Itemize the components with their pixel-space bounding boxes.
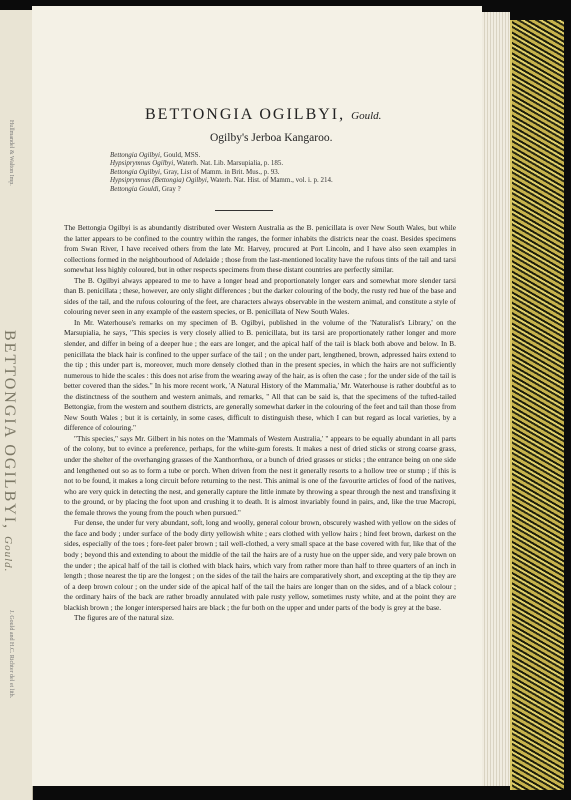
synonymy-list xyxy=(110,151,333,193)
section-divider xyxy=(215,210,273,211)
page-subtitle: Ogilby's Jerboa Kangaroo. xyxy=(210,132,333,144)
marbled-edge xyxy=(510,20,564,790)
spine-title xyxy=(0,330,18,572)
paragraph: The figures are of the natural size. xyxy=(74,613,174,623)
title-author: Gould. xyxy=(351,110,382,122)
paragraph: "This species," says Mr. Gilbert in his notes on the 'Mammals of Western Australia,' " appears to be equally abundant in all parts of the colony, but to evince a preference, perhaps, for the white-gum forests. It makes a nest of dried sticks or strong coarse grass, under the shelter of the overhanging grasses of the Xanthorrhœa, or a bunch of dried grasses or sticks ; the entrance being on one side and lengthened out so as to form a tube or porch. When driven from the nest it generally resorts to a hollow tree or stump ; if this is not to be found, it makes a long circuit before returning to the nest. This animal is one of the favourite articles of food of the natives, who are very quick in detecting the nest, and generally capture the little inmate by throwing a spear through the nest and transfixing it to the ground, or by placing the foot upon and crushing it to death. It is almost invariably found in pairs, and, like the true Macropi, the female throws the young from the pouch when pursued." xyxy=(64,433,456,517)
spine-author: Gould. xyxy=(2,536,14,573)
paragraph: Fur dense, the under fur very abundant, soft, long and woolly, general colour brown, obscurely washed with yellow on the sides of the face and body ; under surface of the body dirty yellowish white ; ears clothed with yellow hairs ; hind feet brown, darkest on the sides, especially of the toes ; fore-feet paler brown ; tail well-clothed, a very small space at the base covered with fur, like that of the body ; beyond this and extending to about the middle of the tail the hairs are of a rusty hue on the upper side, and very pale brown on the under ; the apical half of the tail is clothed with black hairs, which vary from rather more than half to three quarters of an inch in length ; those nearest the tip are the longest ; on the sides of the tail the hairs are comparatively short, and excepting at the tip they are of a deep brown colour ; on the under side of the apical half of the tail the hairs are longer than on the sides, and of a black colour ; the ordinary hairs of the back are rather broadly annulated with pale rusty yellow, sometimes rusty white, and at the point they are blackish brown ; the longer interspersed hairs are black ; the fur both on the upper and under parts of the body is grey at the base. xyxy=(64,518,456,612)
printer-credit: Hullmandel & Walton Imp. xyxy=(8,120,14,186)
synonym-line: Bettongia Gouldi, Gray ? xyxy=(110,184,181,193)
synonym-line: Bettongia Ogilbyi, Gray, List of Mamm. in Brit. Mus., p. 93. xyxy=(110,167,280,176)
page-edges xyxy=(482,12,510,786)
body-text xyxy=(64,223,456,624)
synonym-line: Hypsiprymnus (Bettongia) Ogilbyi, Waterh. Nat. Hist. of Mamm., vol. i. p. 214. xyxy=(110,176,333,185)
spine-title-text: BETTONGIA OGILBYI, xyxy=(1,330,18,531)
paragraph: In Mr. Waterhouse's remarks on my specimen of B. Ogilbyi, published in the volume of the 'Naturalist's Library,' on the Marsupialia, he says, "This species is very closely allied to B. penicillata, but its tarsi are proportionately rather longer and more slender, and differ in being of a deeper hue ; the ears are longer, and the apical half of the tail is black both above and below. In B. penicillata the black hair is confined to the upper surface of the tail ; on the under part, lengthened, brown, adpressed hairs extend to the tip ; this under part is, moreover, much more densely clothed than in the present species, in which the hairs are not sufficiently numerous to hide the scales : this does not arise from the wearing away of the hair, as is often the case ; for the under side of the tail is better covered than the sides." In his more recent work, 'A Natural History of the Mammalia,' Mr. Waterhouse is rather doubtful as to the distinctness of the southern and western animals, and remarks, " All that can be said is, that the specimens of the tufted-tailed Bettongiæ, from the western and southern districts, are generally somewhat darker in the colouring of the feet and tail than those from New South Wales ; but it is certainly, in some cases, difficult to distinguish these, which I can but regard as local varieties, by a difference of colouring." xyxy=(64,317,456,433)
artist-credit: J. Gould and H.C. Richter del et lith. xyxy=(8,610,14,699)
synonym-line: Hypsiprymnus Ogilbyi, Waterh. Nat. Lib. Marsupialia, p. 185. xyxy=(110,159,284,168)
synonym-line: Bettongia Ogilbyi, Gould, MSS. xyxy=(110,151,201,159)
title-text: BETTONGIA OGILBYI, xyxy=(145,106,346,123)
page-title xyxy=(145,106,381,124)
paragraph: The Bettongia Ogilbyi is as abundantly distributed over Western Australia as the B. penicillata is over New South Wales, but while the latter appears to be confined to the country within the ranges, the former inhabits the districts near the coast. Besides specimens from Swan River, I have received others from the late Mr. Harvey, procured at Port Lincoln, and I have also seen examples in collections formed in the neighbourhood of Adelaide ; those from the last-mentioned locality have the rufous tints of the tail and tarsi somewhat less highly coloured, but in other respects specimens from these distant countries are perfectly similar. xyxy=(64,223,456,275)
paragraph: The B. Ogilbyi always appeared to me to have a longer head and proportionately longer ears and somewhat more slender tarsi than B. penicillata ; these, however, are only slight differences ; but the darker colouring of the body, the rusty red hue of the base and sides of the tail, and the rufous colouring of the feet, are characters always observable in the western animal, and constitute a style of colouring never seen in any example of the eastern species, or B. penicillata of New South Wales. xyxy=(64,275,456,317)
